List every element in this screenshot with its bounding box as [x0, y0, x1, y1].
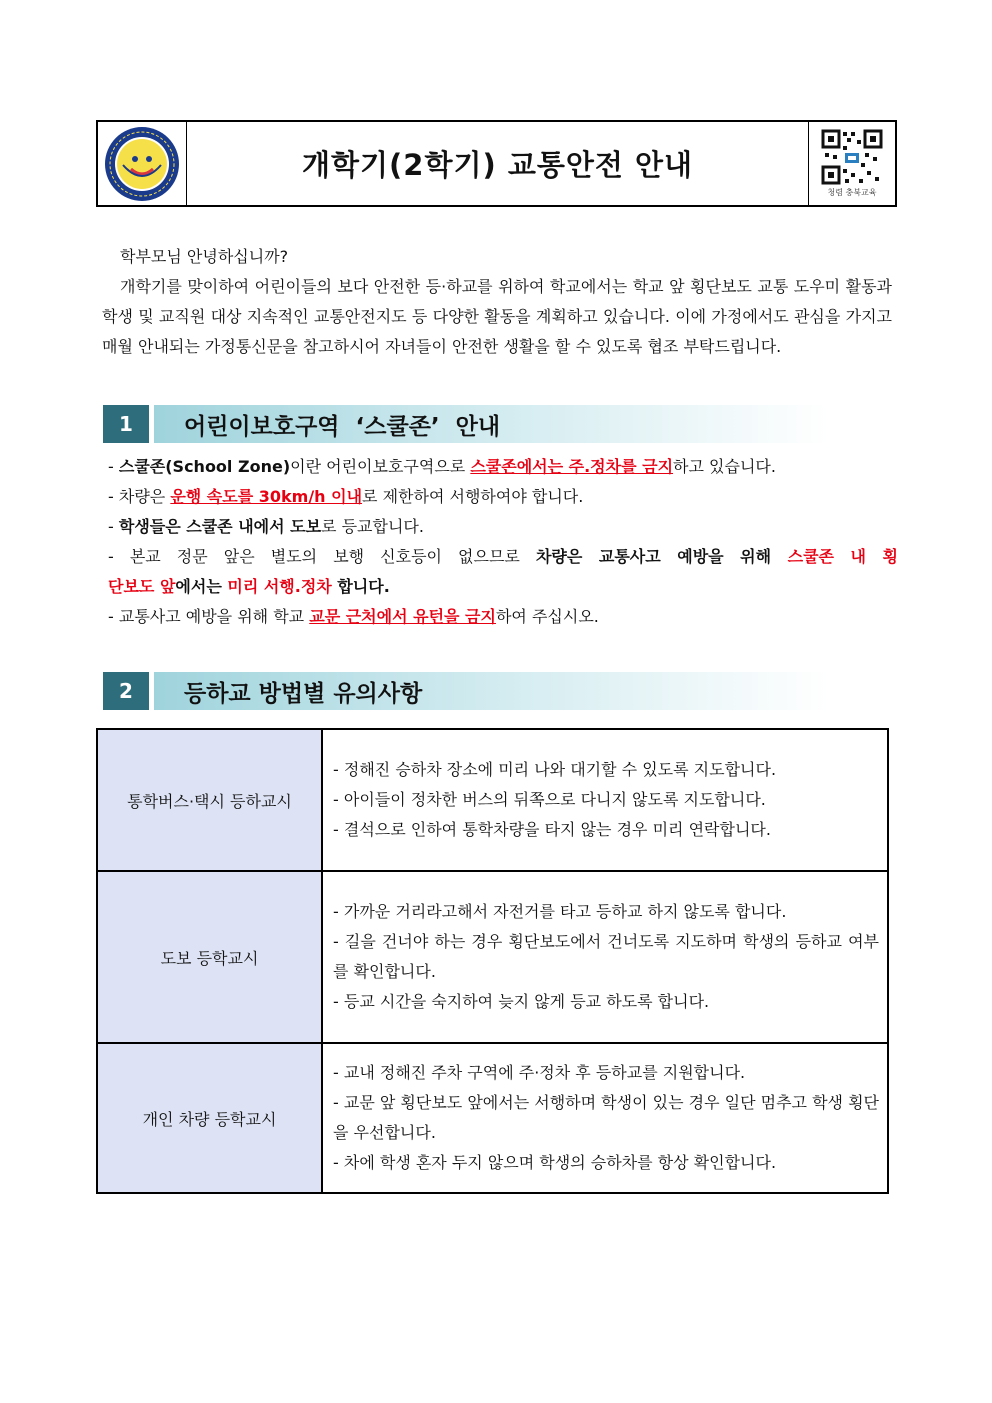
bullet-text: 이란 어린이보호구역으로: [290, 457, 471, 476]
bullet-text: - 교통사고 예방을 위해 학교: [108, 607, 310, 626]
guideline-line: - 아이들이 정차한 버스의 뒤쪽으로 다니지 않도록 지도합니다.: [333, 790, 766, 809]
table-row: [97, 1043, 888, 1193]
row-label: 개인 차량 등학교시: [97, 1043, 322, 1193]
guideline-line: - 교문 앞 횡단보도 앞에서는 서행하며 학생이 있는 경우 일단 멈추고 학생 횡단을 우선합니다.: [333, 1093, 879, 1142]
commute-guidelines-table: [96, 728, 889, 1194]
bullet-item: [108, 452, 898, 482]
bullet-text: 하여 주십시오.: [495, 607, 599, 626]
guideline-line: - 길을 건너야 하는 경우 횡단보도에서 건너도록 지도하며 학생의 등하교 여부를 확인합니다.: [333, 932, 879, 981]
section-2-header: [103, 672, 829, 710]
row-label: 도보 등학교시: [97, 871, 322, 1043]
row-content: [322, 729, 888, 871]
bullet-text: 로 등교합니다.: [321, 517, 424, 536]
bullet-highlight: 스쿨존에서는 주.정차를 금지: [470, 457, 674, 476]
qr-caption: 청렴 충북교육: [827, 188, 877, 197]
intro-text: [102, 242, 892, 362]
document-header: [96, 120, 897, 207]
bullet-bold: 합니다.: [331, 577, 390, 596]
guideline-line: - 등교 시간을 숙지하여 늦지 않게 등교 하도록 합니다.: [333, 992, 710, 1011]
section-title: 어린이보호구역 ‘스쿨존’ 안내: [149, 405, 829, 443]
bullet-item: [108, 542, 898, 572]
row-content: [322, 871, 888, 1043]
bullet-highlight: 운행 속도를 30km/h 이내: [170, 487, 363, 506]
section-number: 2: [103, 672, 149, 710]
school-logo: [98, 122, 187, 205]
greeting: 학부모님 안녕하십니까?: [120, 247, 289, 266]
document-title: 개학기(2학기) 교통안전 안내: [301, 148, 694, 182]
bullet-text: 로 제한하여 서행하여야 합니다.: [362, 487, 584, 506]
bullet-item-continued: [108, 572, 898, 602]
school-emblem-icon: [103, 125, 181, 203]
row-label: 통학버스·택시 등하교시: [97, 729, 322, 871]
bullet-item: [108, 482, 898, 512]
guideline-line: - 정해진 승하차 장소에 미리 나와 대기할 수 있도록 지도합니다.: [333, 760, 777, 779]
bullet-highlight: 단보도 앞: [108, 577, 176, 596]
bullet-item: [108, 602, 898, 632]
guideline-line: - 결석으로 인하여 통학차량을 타지 않는 경우 미리 연락합니다.: [333, 820, 771, 839]
table-row: [97, 729, 888, 871]
row-content: [322, 1043, 888, 1193]
bullet-bold: 스쿨존(School Zone): [118, 457, 291, 476]
guideline-line: - 가까운 거리라고해서 자전거를 타고 등하교 하지 않도록 합니다.: [333, 902, 787, 921]
bullet-bold: 차량은 교통사고 예방을 위해: [535, 547, 788, 566]
bullet-item: [108, 512, 898, 542]
bullet-text: - 차량은: [108, 487, 171, 506]
bullet-text: 하고 있습니다.: [673, 457, 776, 476]
section-1-header: [103, 405, 829, 443]
guideline-line: - 교내 정해진 주차 구역에 주·정차 후 등하교를 지원합니다.: [333, 1063, 746, 1082]
bullet-text: -: [108, 517, 119, 536]
guideline-line: - 차에 학생 혼자 두지 않으며 학생의 승하차를 항상 확인합니다.: [333, 1153, 777, 1172]
section-title: 등하교 방법별 유의사항: [149, 672, 829, 710]
section-number: 1: [103, 405, 149, 443]
bullet-highlight: 미리 서행.정차: [227, 577, 332, 596]
intro-paragraph: 개학기를 맞이하여 어린이들의 보다 안전한 등·하교를 위하여 학교에서는 학교 앞 횡단보도 교통 도우미 활동과 학생 및 교직원 대상 지속적인 교통안전지도 등 다양한 활동을 계획하고 있습니다. 이에 가정에서도 관심을 가지고 매월 안내되는 가정통신문을 참고하시어 자녀들이 안전한 생활을 할 수 있도록 협조 부탁드립니다.: [102, 277, 892, 356]
bullet-bold: 에서는: [175, 577, 228, 596]
qr-box: [808, 122, 895, 205]
qr-code-icon: [821, 129, 883, 185]
bullet-highlight: 스쿨존 내 횡: [787, 547, 898, 566]
table-row: [97, 871, 888, 1043]
bullet-text: -: [108, 457, 119, 476]
bullet-highlight: 교문 근처에서 유턴을 금지: [309, 607, 496, 626]
bullet-text: - 본교 정문 앞은 별도의 보행 신호등이 없으므로: [108, 547, 536, 566]
bullet-bold: 학생들은 스쿨존 내에서 도보: [118, 517, 322, 536]
school-zone-bullets: [108, 452, 898, 632]
